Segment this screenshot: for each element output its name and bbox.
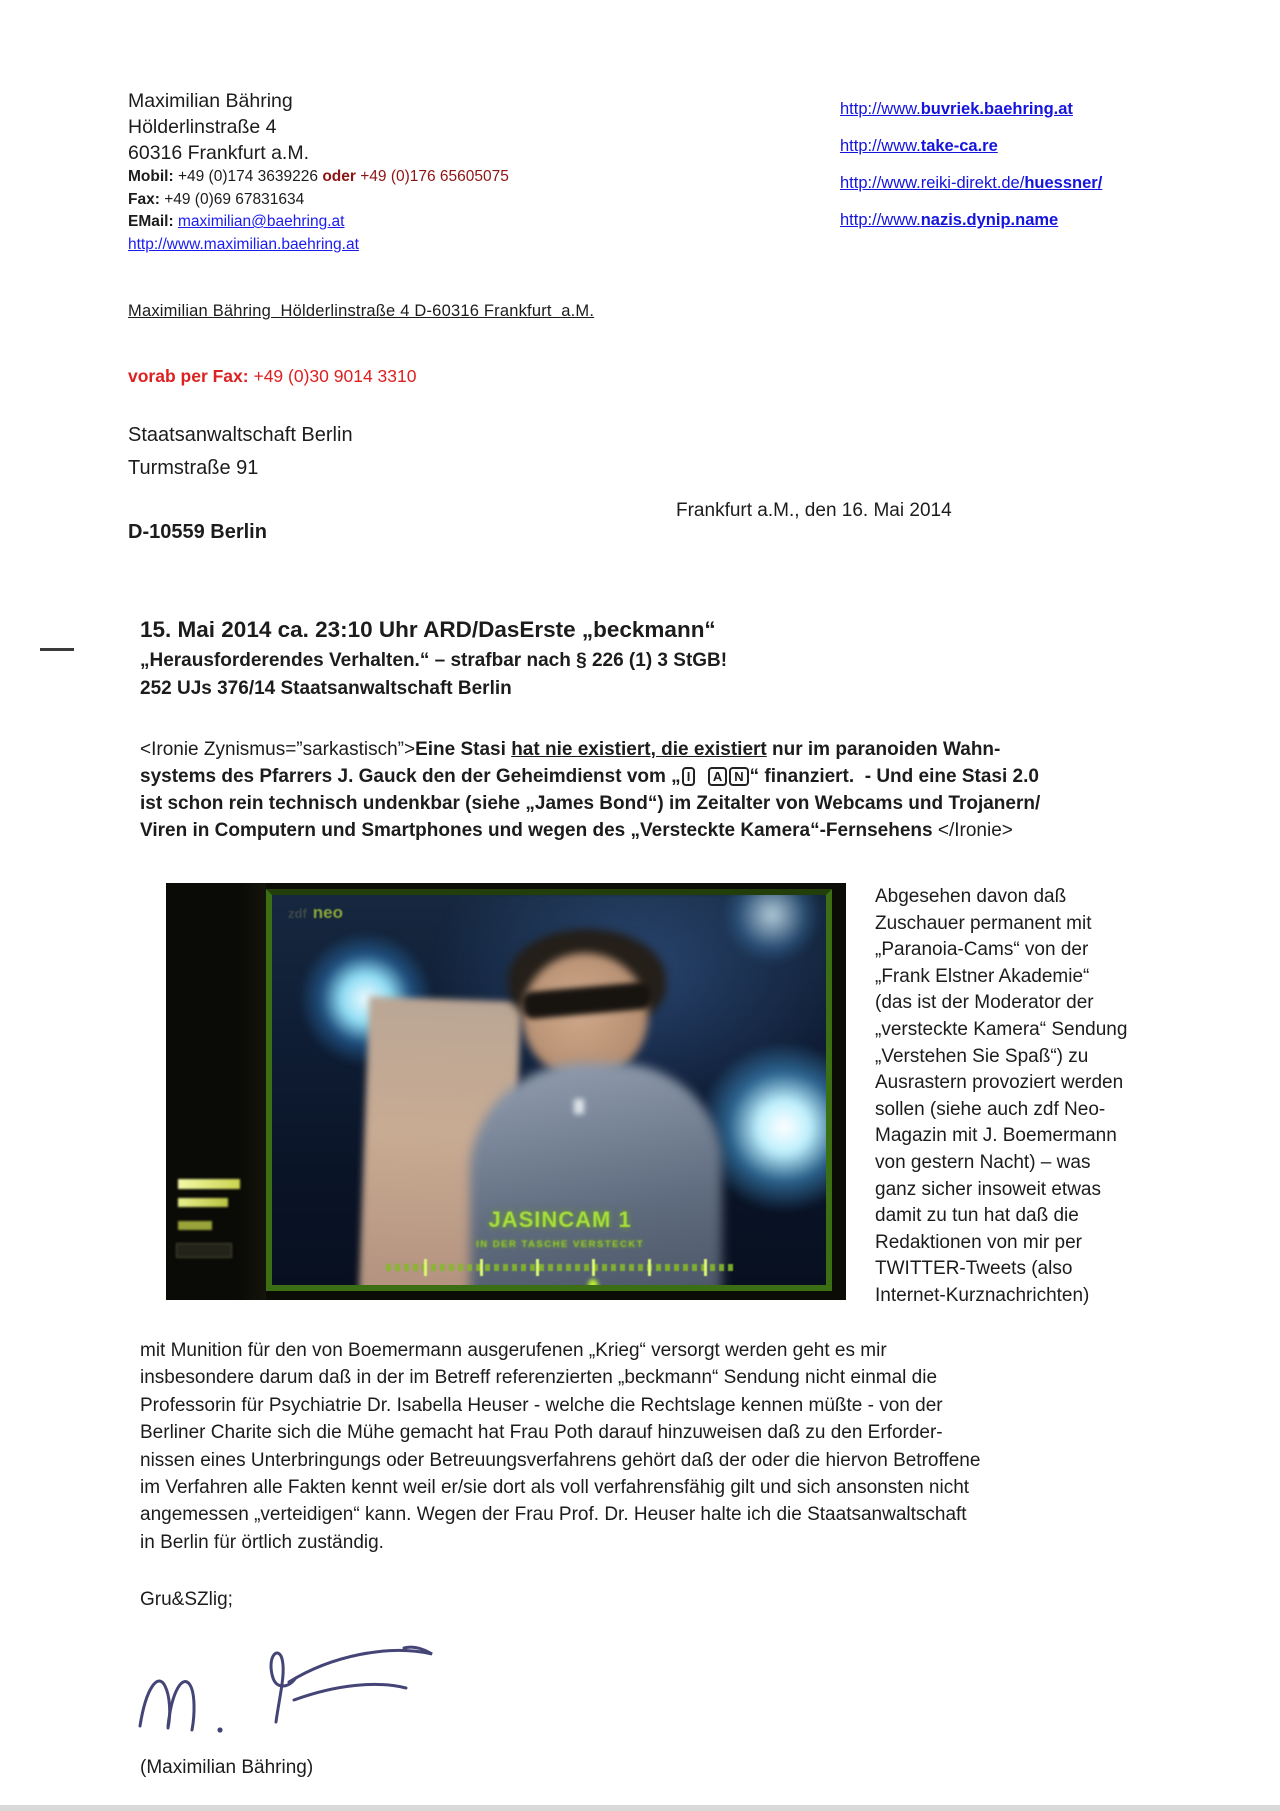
fax-notice: [128, 366, 416, 387]
text-line: von gestern Nacht) – was: [875, 1151, 1091, 1173]
text-line: mit Munition für den von Boemermann ausgerufenen „Krieg“ versorgt werden geht es mir: [140, 1340, 887, 1361]
mobile-number-1: +49 (0)174 3639226: [177, 168, 318, 185]
text-line: Redaktionen von mir per: [875, 1231, 1082, 1253]
sender-fax-line: [128, 189, 509, 212]
zdf-logo-text: zdf: [288, 906, 307, 921]
recipient-name: Staatsanwaltschaft Berlin: [128, 424, 353, 446]
text-line: <Ironie Zynismus=”sarkastisch”>Eine Stasi hat nie existiert, die existiert nur im paranoiden Wahn-: [140, 739, 1001, 760]
keycap-icon: N: [729, 767, 748, 786]
sender-mobile-line: [128, 166, 509, 189]
text-line: insbesondere darum daß in der im Betreff referenzierten „beckmann“ Sendung nicht einmal die: [140, 1367, 938, 1389]
meter-dashes: [386, 1264, 734, 1271]
email-label: EMail:: [128, 213, 174, 230]
sender-block: [128, 88, 509, 256]
text-line: „Verstehen Sie Spaß“) zu: [875, 1045, 1089, 1067]
text-line: (das ist der Moderator der: [875, 992, 1094, 1014]
fax-notice-label: vorab per Fax:: [128, 366, 249, 386]
text-line: Viren in Computern und Smartphones und wegen des „Versteckte Kamera“-Fernsehens </Ironie>: [140, 820, 1013, 841]
text-line: Magazin mit J. Boemermann: [875, 1125, 1117, 1147]
mobile-number-2: +49 (0)176 65605075: [360, 168, 509, 185]
wrap-column-paragraph: [875, 884, 1127, 1310]
subject-line-3: 252 UJs 376/14 Staatsanwaltschaft Berlin: [140, 678, 512, 699]
subject-line-2: „Herausforderendes Verhalten.“ – strafbar nach § 226 (1) 3 StGB!: [140, 650, 728, 671]
signature-name: (Maximilian Bähring): [140, 1757, 314, 1778]
audio-level-meter: [386, 1259, 734, 1276]
text-line: TWITTER-Tweets (also: [875, 1258, 1073, 1280]
header-link[interactable]: http://www.buvriek.baehring.at: [840, 100, 1073, 118]
camera-subcaption: IN DER TASCHE VERSTECKT: [476, 1239, 645, 1250]
text-line: im Verfahren alle Fakten kennt weil er/sie dort als voll verfahrensfähig gilt und sich ansonsten nicht: [140, 1477, 970, 1499]
fax-notice-number: +49 (0)30 9014 3310: [253, 366, 417, 386]
keycap-icon: A: [708, 767, 727, 786]
header-link[interactable]: http://www.nazis.dynip.name: [840, 211, 1059, 229]
shirt-collar: [574, 1099, 584, 1114]
fax-number: +49 (0)69 67831634: [164, 190, 305, 208]
text-line: „Frank Elstner Akademie“: [875, 965, 1090, 987]
text-line: systems des Pfarrers J. Gauck den der Geheimdienst vom „ I A N “ finanziert. - Und eine Stasi 2.0: [140, 766, 1039, 787]
text-line: ganz sicher insoweit etwas: [875, 1178, 1101, 1200]
email-link[interactable]: maximilian@baehring.at: [177, 213, 345, 230]
camera-caption: JASINCAM 1: [488, 1207, 632, 1232]
header-link[interactable]: http://www.reiki-direkt.de/huessner/: [840, 174, 1103, 192]
closing-line: Gru&SZlig;: [140, 1589, 233, 1610]
text-line: „Paranoia-Cams“ von der: [875, 939, 1089, 961]
recipient-city: D-10559 Berlin: [128, 521, 267, 543]
text-line: damit zu tun hat daß die: [875, 1205, 1079, 1227]
main-paragraph: [140, 1337, 980, 1556]
text-line: „versteckte Kamera“ Sendung: [875, 1018, 1128, 1040]
green-dot: [588, 1279, 598, 1291]
person-torso: [470, 1063, 722, 1291]
subject-line-1: 15. Mai 2014 ca. 23:10 Uhr ARD/DasErste „beckmann“: [140, 617, 716, 642]
handwritten-signature: [126, 1626, 466, 1756]
neo-logo-text: neo: [312, 903, 344, 922]
embedded-tv-photo: [166, 883, 846, 1300]
text-line: ist schon rein technisch undenkbar (siehe „James Bond“) im Zeitalter von Webcams und Trojanern/: [140, 793, 1041, 814]
sender-website-link[interactable]: http://www.maximilian.baehring.at: [128, 235, 359, 253]
text-line: Ausrastern provoziert werden: [875, 1072, 1124, 1094]
ironic-paragraph: [140, 736, 1040, 844]
text-line: Zuschauer permanent mit: [875, 912, 1092, 934]
sender-city: 60316 Frankfurt a.M.: [128, 142, 310, 164]
text-line: angemessen „verteidigen“ kann. Wegen der Frau Prof. Dr. Heuser halte ich die Staatsanwaltschaft: [140, 1504, 967, 1526]
sender-name: Maximilian Bähring: [128, 90, 293, 112]
tv-screen: [266, 889, 832, 1291]
channel-logo: [288, 903, 343, 923]
tv-menu-bar: [178, 1221, 212, 1230]
text-line: Professorin für Psychiatrie Dr. Isabella Heuser - welche die Rechtslage kennen müßte - von der: [140, 1394, 943, 1416]
mobile-label: Mobil:: [128, 168, 174, 185]
mobile-or: oder: [322, 168, 356, 185]
tv-bezel: [166, 883, 266, 1300]
tv-menu-box: [176, 1243, 232, 1258]
tv-menu-bar: [178, 1179, 240, 1189]
date-line: Frankfurt a.M., den 16. Mai 2014: [676, 500, 952, 521]
text-line: Abgesehen davon daß: [875, 886, 1067, 907]
text-line: Berliner Charite sich die Mühe gemacht hat Frau Poth darauf hinzuweisen daß zu den Erforder-: [140, 1422, 943, 1444]
header-link[interactable]: http://www.take-ca.re: [840, 137, 998, 155]
return-address-line: Maximilian Bähring Hölderlinstraße 4 D-60316 Frankfurt a.M.: [128, 302, 595, 320]
sender-email-line: [128, 211, 509, 234]
keycap-icon: I: [682, 767, 696, 786]
text-line: Internet-Kurznachrichten): [875, 1284, 1090, 1306]
text-line: sollen (siehe auch zdf Neo-: [875, 1098, 1106, 1120]
fax-label: Fax:: [128, 190, 160, 208]
text-line: in Berlin für örtlich zuständig.: [140, 1531, 384, 1553]
tv-menu-bar: [178, 1198, 228, 1207]
sender-street: Hölderlinstraße 4: [128, 116, 277, 138]
scan-edge: [0, 1805, 1280, 1811]
header-links: [840, 100, 1102, 248]
fold-mark: [40, 648, 74, 651]
recipient-street: Turmstraße 91: [128, 457, 259, 479]
text-line: nissen eines Unterbringungs oder Betreuungsverfahrens gehört daß der oder die hiervon Betroffene: [140, 1449, 981, 1471]
